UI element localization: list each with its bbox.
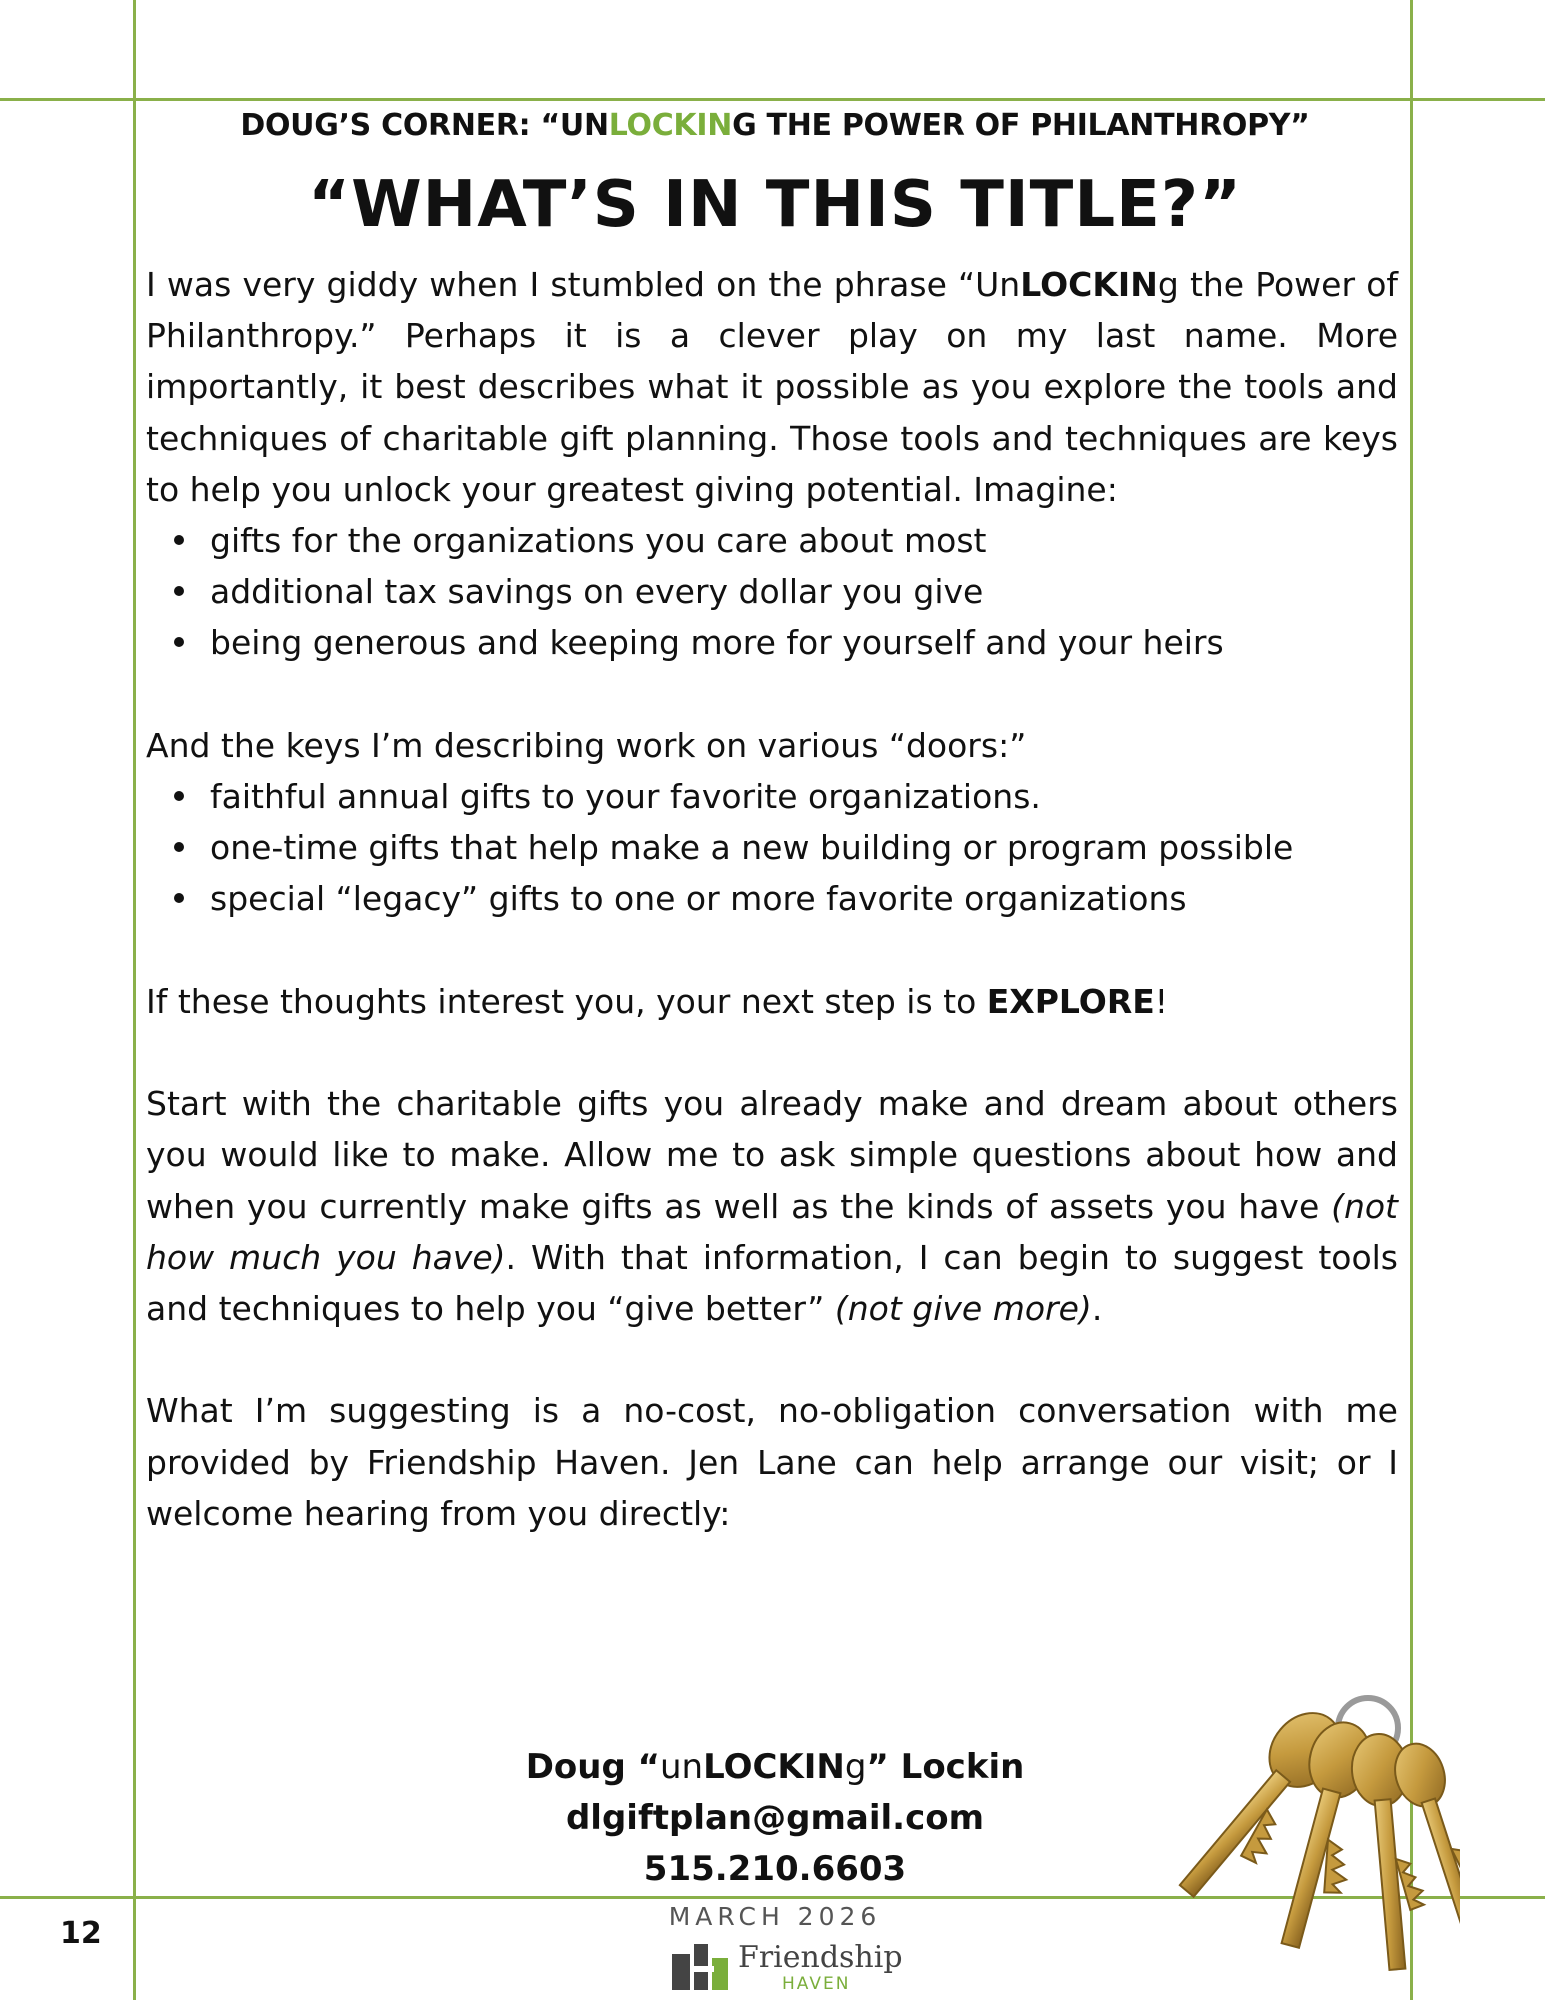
kicker-text-start: DOUG’S CORNER: “UN: [240, 108, 609, 143]
contact-name: Doug “unLOCKINg” Lockin: [525, 1747, 1025, 1787]
list-item: faithful annual gifts to your favorite organizations.: [210, 771, 1398, 822]
start-paragraph: Start with the charitable gifts you already make and dream about others you would like to make. Allow me to ask simple questions about how and when you currently make gifts as well as the kinds of assets you have (not how much you have). With that information, I can begin to suggest tools and techniques to help you “give better” (not give more).: [146, 1084, 1398, 1329]
keys-icon: [1130, 1680, 1460, 2000]
doors-paragraph: And the keys I’m describing work on various “doors:”: [146, 725, 1027, 765]
logo-name: Friendship: [738, 1940, 903, 1975]
imagine-list: [146, 515, 1398, 669]
page-number: 12: [60, 1916, 102, 1951]
list-item: being generous and keeping more for yourself and your heirs: [210, 617, 1398, 668]
list-item: special “legacy” gifts to one or more favorite organizations: [210, 873, 1398, 924]
frame-left-line: [133, 0, 136, 2000]
contact-email[interactable]: dlgiftplan@gmail.com: [565, 1798, 985, 1838]
explore-paragraph: If these thoughts interest you, your next step is to EXPLORE!: [146, 981, 1169, 1021]
issue-date: MARCH 2026: [668, 1902, 882, 1931]
intro-paragraph: I was very giddy when I stumbled on the phrase “UnLOCKINg the Power of Philanthropy.” Perhaps it is a clever play on my last name. More importantly, it best describes what it possible as you explore the tools and techniques of charitable gift planning. Those tools and techniques are keys to help you unlock your greatest giving potential. Imagine:: [146, 265, 1399, 509]
doors-list: [146, 771, 1398, 925]
logo-subtitle: HAVEN: [782, 1974, 851, 1994]
section-kicker: [140, 108, 1410, 143]
conversation-paragraph: What I’m suggesting is a no-cost, no-obligation conversation with me provided by Friendship Haven. Jen Lane can help arrange our visit; or I welcome hearing from you directly:: [146, 1391, 1398, 1533]
contact-phone[interactable]: 515.210.6603: [643, 1849, 907, 1889]
friendship-haven-logo: [672, 1940, 903, 1996]
list-item: gifts for the organizations you care about most: [210, 515, 1398, 566]
list-item: one-time gifts that help make a new building or program possible: [210, 822, 1398, 873]
logo-mark-icon: [672, 1944, 730, 1992]
frame-top-line: [0, 98, 1545, 101]
page-title: “WHAT’S IN THIS TITLE?”: [308, 168, 1242, 242]
article-body: [146, 259, 1398, 1539]
kicker-text-end: G THE POWER OF PHILANTHROPY”: [732, 108, 1310, 143]
list-item: additional tax savings on every dollar you give: [210, 566, 1398, 617]
kicker-text-highlight: LOCKIN: [608, 108, 733, 143]
